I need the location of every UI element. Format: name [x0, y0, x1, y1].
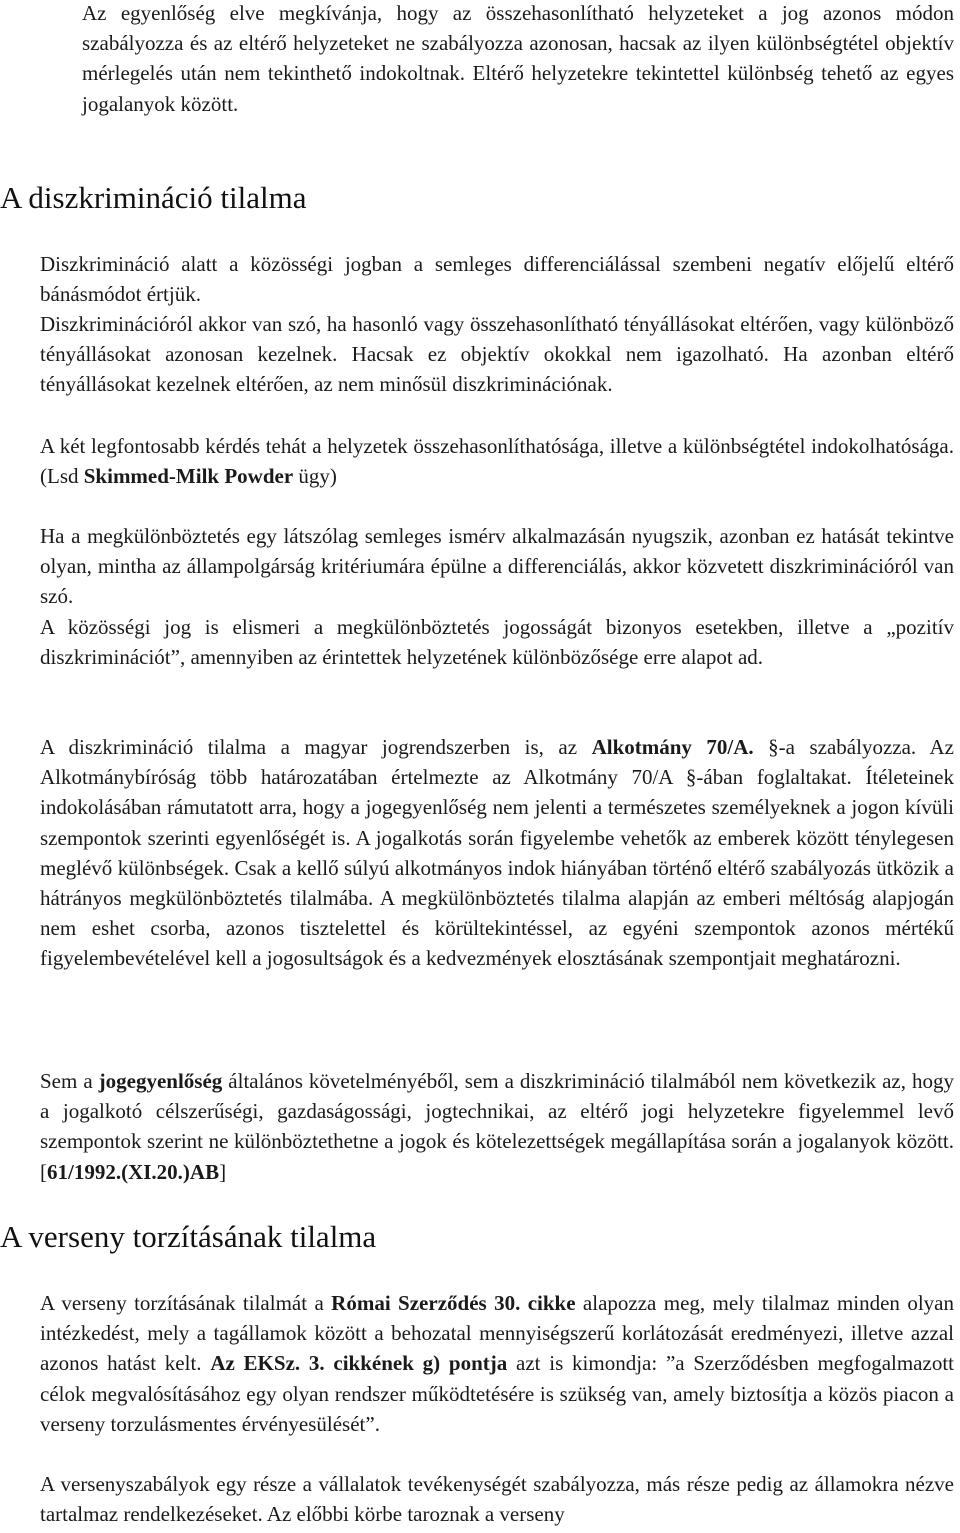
- paragraph-competition-basis: [40, 1288, 954, 1439]
- paragraph-definition: Diszkrimináció alatt a közösségi jogban a semleges differenciálással szembeni negatív előjelű eltérő bánásmódot értjük.: [40, 252, 954, 307]
- text-run: azt is kimondja: ”a Szerződésben megfogalmazott célok megvalósításához egy olyan rendszer működtetésére is szükség van, amely biztosítja a közös piacon a verseny torzulásmentes érvényesülését”.: [40, 1351, 954, 1436]
- reference-ab-decision: 61/1992.(XI.20.)AB: [47, 1159, 220, 1184]
- paragraph-key-questions: [40, 431, 954, 491]
- section-heading-discrimination: A diszkrimináció tilalma: [0, 180, 307, 215]
- term-jogegyenloseg: jogegyenlőség: [98, 1069, 223, 1093]
- paragraph-legal-equality: [40, 1066, 954, 1187]
- text-run: A diszkrimináció tilalma a magyar jogrendszerben is, az: [40, 735, 592, 759]
- text-run: A két legfontosabb kérdés tehát a helyzetek összehasonlíthatósága, illetve a különbségtétel indokolhatósága. (Lsd: [40, 434, 954, 489]
- text-run: Sem a: [40, 1069, 99, 1093]
- text-run: ügy): [293, 464, 337, 489]
- intro-paragraph: Az egyenlőség elve megkívánja, hogy az összehasonlítható helyzeteket a jog azonos módon szabályozza és az eltérő helyzeteket ne szabályozza azonosan, hacsak az ilyen különbségtétel objektív mérlegelés után nem tekinthető indokoltnak. Eltérő helyzetekre tekintettel különbség tehető az egyes jogalanyok között.: [82, 1, 954, 116]
- text-run: ]: [219, 1159, 227, 1184]
- paragraph-indirect-discrimination: Ha a megkülönböztetés egy látszólag semleges ismérv alkalmazásán nyugszik, azonban ez hatását tekintve olyan, mintha az állampolgárság kritériumára épülne a differenciálás, akkor közvetett diszkriminációról van szó.: [40, 524, 954, 609]
- section-heading-competition: A verseny torzításának tilalma: [0, 1219, 377, 1254]
- case-name-skimmed-milk: Skimmed-Milk Powder: [83, 464, 294, 489]
- text-run: §-a szabályozza. Az Alkotmánybíróság több határozatában értelmezte az Alkotmány 70/A §-ában foglaltakat. Ítéleteinek indokolásában rámutatott arra, hogy a jogegyenlőség nem jelenti a természetes személyeknek a jogon kívüli szempontok szerinti egyenlőségét is. A jogalkotás során figyelembe vehetők az emberek között ténylegesen meglévő különbségek. Csak a kellő súlyú alkotmányos indok hiányában történő eltérő szabályozás ütközik a hátrányos megkülönböztetés tilalmába. A megkülönböztetés tilalma alapján az emberi méltóság alapjogán nem eshet csorba, azonos tisztelettel és körültekintéssel, az egyéni szempontok azonos mértékű figyelembevételével kell a jogosultságok és a kedvezmények elosztásának szempontjait meghatározni.: [40, 735, 954, 971]
- reference-alkotmany: Alkotmány 70/A.: [591, 735, 754, 759]
- text-run: alapozza meg, mely tilalmaz minden olyan intézkedést, mely a tagállamok között a behozatal mennyiségszerű korlátozását eredményezi, illetve azzal azonos hatást kelt.: [40, 1291, 954, 1376]
- text-run: A verseny torzításának tilalmát a: [40, 1291, 332, 1315]
- paragraph-discrimination-concept: Diszkriminációról akkor van szó, ha hasonló vagy összehasonlítható tényállásokat eltérően, vagy különböző tényállásokat azonosan kezelnek. Hacsak ez objektív okokkal nem igazolható. Ha azonban eltérő tényállásokat kezelnek eltérően, az nem minősül diszkriminációnak.: [40, 312, 954, 397]
- reference-roman-treaty: Római Szerződés 30. cikke: [331, 1291, 576, 1315]
- text-run: általános követelményéből, sem a diszkrimináció tilalmából nem következik az, hogy a jogalkotó célszerűségi, gazdaságossági, jogtechnikai, az eltérő jogi helyzetekre figyelemmel levő szempontok szerint ne különböztethetne a jogok és kötelezettségek megállapítása során a jogalanyok között. [: [40, 1069, 954, 1184]
- paragraph-constitution: [40, 732, 954, 974]
- paragraph-competition-rules: A versenyszabályok egy része a vállalatok tevékenységét szabályozza, más része pedig az államokra nézve tartalmaz rendelkezéseket. Az előbbi körbe taroznak a verseny: [40, 1472, 954, 1527]
- paragraph-positive-discrimination: A közösségi jog is elismeri a megkülönböztetés jogosságát bizonyos esetekben, illetve a „pozitív diszkriminációt”, amennyiben az érintettek helyzetének különbözősége erre alapot ad.: [40, 615, 954, 670]
- reference-eksz: Az EKSz. 3. cikkének g) pontja: [210, 1351, 508, 1376]
